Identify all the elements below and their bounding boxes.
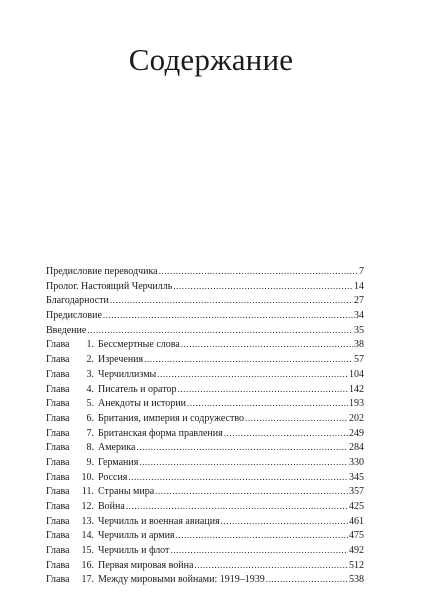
toc-page-number: 202: [349, 412, 364, 424]
toc-page-number: 461: [349, 515, 364, 527]
dot-leader: [144, 352, 353, 367]
toc-page-number: 57: [354, 354, 364, 366]
dot-leader: [187, 396, 348, 411]
chapter-prefix: Глава: [46, 515, 70, 527]
chapter-number: [46, 485, 94, 500]
toc-entry[interactable]: [46, 455, 364, 470]
chapter-prefix: Глава: [46, 339, 70, 351]
chapter-number: [46, 500, 94, 515]
chapter-number: [46, 427, 94, 442]
chapter-prefix: Глава: [46, 545, 70, 557]
chapter-index: 10.: [81, 471, 94, 483]
toc-entry[interactable]: [46, 382, 364, 397]
toc-page-number: 34: [354, 310, 364, 322]
chapter-number: [46, 529, 94, 544]
toc-page-number: 284: [349, 442, 364, 454]
chapter-number: [46, 353, 94, 368]
dot-leader: [157, 367, 348, 382]
chapter-number: [46, 397, 94, 412]
chapter-prefix: Глава: [46, 471, 70, 483]
toc-entry[interactable]: [46, 352, 364, 367]
toc-entry-title: Первая мировая война: [98, 559, 194, 571]
toc-page-number: 7: [359, 266, 364, 277]
dot-leader: [128, 470, 348, 485]
toc-page-number: 27: [354, 295, 364, 307]
toc-page-number: 104: [349, 368, 364, 380]
chapter-number: [46, 559, 94, 574]
chapter-number: [46, 383, 94, 398]
dot-leader: [110, 293, 353, 308]
dot-leader: [170, 543, 348, 558]
chapter-index: 5.: [86, 398, 94, 410]
chapter-prefix: Глава: [46, 412, 70, 424]
chapter-prefix: Глава: [46, 383, 70, 395]
chapter-number: [46, 573, 94, 588]
toc-page-number: 492: [349, 545, 364, 557]
toc-entry[interactable]: [46, 323, 364, 338]
chapter-prefix: Глава: [46, 501, 70, 512]
toc-page-number: 38: [354, 339, 364, 351]
toc-entry-title: Страны мира: [98, 486, 155, 498]
chapter-number: [46, 412, 94, 427]
chapter-index: 2.: [86, 354, 94, 366]
toc-entry-title: Анекдоты и истории: [98, 398, 186, 410]
chapter-number: [46, 471, 94, 486]
chapter-index: 15.: [81, 545, 94, 557]
toc-page-number: 14: [354, 280, 364, 292]
toc-entry[interactable]: [46, 308, 364, 323]
toc-page-number: 35: [354, 324, 364, 336]
toc-page-number: 249: [349, 427, 364, 439]
chapter-prefix: Глава: [46, 442, 70, 454]
chapter-number: [46, 338, 94, 353]
dot-leader: [155, 484, 348, 499]
chapter-prefix: Глава: [46, 398, 70, 410]
toc-page-number: 142: [349, 383, 364, 395]
toc-entry[interactable]: [46, 543, 364, 558]
toc-entry[interactable]: [46, 337, 364, 352]
toc-entry[interactable]: [46, 470, 364, 485]
chapter-index: 1.: [86, 339, 94, 351]
toc-entry[interactable]: [46, 528, 364, 543]
dot-leader: [103, 308, 353, 323]
toc-entry-title: Благодарности: [46, 295, 109, 307]
chapter-prefix: Глава: [46, 354, 70, 366]
chapter-prefix: Глава: [46, 486, 70, 498]
toc-page-number: 512: [349, 559, 364, 571]
toc-entry[interactable]: [46, 572, 364, 587]
toc-entry[interactable]: [46, 484, 364, 499]
toc-entry-title: Война: [98, 501, 125, 512]
toc-page-number: 475: [349, 530, 364, 542]
chapter-prefix: Глава: [46, 559, 70, 571]
chapter-index: 8.: [86, 442, 94, 454]
dot-leader: [177, 382, 348, 397]
dot-leader: [224, 426, 348, 441]
dot-leader: [181, 337, 353, 352]
toc-entry[interactable]: [46, 293, 364, 308]
dot-leader: [159, 264, 358, 279]
chapter-number: [46, 441, 94, 456]
chapter-index: 9.: [86, 456, 94, 468]
dot-leader: [245, 411, 348, 426]
dot-leader: [221, 514, 348, 529]
chapter-prefix: Глава: [46, 368, 70, 380]
chapter-prefix: Глава: [46, 456, 70, 468]
toc-entry-title: Черчиллизмы: [98, 368, 157, 380]
chapter-prefix: Глава: [46, 530, 70, 542]
dot-leader: [176, 528, 348, 543]
chapter-number: [46, 456, 94, 471]
chapter-prefix: Глава: [46, 574, 70, 586]
toc-page-number: 425: [349, 501, 364, 512]
toc-entry[interactable]: [46, 426, 364, 441]
toc-entry-title: Предисловие переводчика: [46, 266, 158, 277]
toc-page-number: 330: [349, 456, 364, 468]
toc-entry[interactable]: [46, 514, 364, 529]
toc-page-number: 357: [349, 486, 364, 498]
toc-entry-title: Россия: [98, 471, 128, 483]
toc-entry-title: Писатель и оратор: [98, 383, 177, 395]
toc-entry-title: Бессмертные слова: [98, 339, 180, 351]
chapter-index: 6.: [86, 412, 94, 424]
toc-entry[interactable]: [46, 558, 364, 573]
dot-leader: [194, 558, 348, 573]
toc-entry[interactable]: [46, 396, 364, 411]
dot-leader: [126, 499, 348, 514]
toc-page-number: 538: [349, 574, 364, 586]
toc-entry[interactable]: [46, 411, 364, 426]
chapter-index: 16.: [81, 559, 94, 571]
chapter-index: 17.: [81, 574, 94, 586]
toc-entry-title: Британия, империя и содружество: [98, 412, 245, 424]
chapter-prefix: Глава: [46, 427, 70, 439]
chapter-number: [46, 515, 94, 530]
chapter-index: 7.: [86, 427, 94, 439]
toc-page-number: 193: [349, 398, 364, 410]
toc-entry-title: Изречения: [98, 354, 144, 366]
chapter-index: 3.: [86, 368, 94, 380]
dot-leader: [137, 440, 349, 455]
dot-leader: [266, 572, 348, 587]
toc-entry[interactable]: [46, 499, 364, 514]
chapter-index: 12.: [81, 501, 94, 512]
toc-entry-title: Пролог. Настоящий Черчилль: [46, 280, 173, 292]
dot-leader: [139, 455, 348, 470]
toc-entry-title: Британская форма правления: [98, 427, 223, 439]
chapter-index: 11.: [81, 486, 94, 498]
toc-entry-title: Германия: [98, 456, 139, 468]
chapter-index: 14.: [81, 530, 94, 542]
page-title: Содержание: [128, 42, 294, 77]
chapter-number: [46, 368, 94, 383]
toc-entry-title: Черчилль и военная авиация: [98, 515, 220, 527]
dot-leader: [173, 279, 353, 294]
dot-leader: [87, 323, 353, 338]
toc-entry-title: Черчилль и флот: [98, 545, 170, 557]
chapter-number: [46, 544, 94, 559]
toc-entry[interactable]: [46, 264, 364, 279]
toc-entry-title: Введение: [46, 324, 87, 336]
chapter-index: 13.: [81, 515, 94, 527]
chapter-index: 4.: [86, 383, 94, 395]
toc-entry-title: Предисловие: [46, 310, 102, 322]
toc-entry[interactable]: [46, 367, 364, 382]
toc-entry[interactable]: [46, 440, 364, 455]
toc-entry-title: Черчилль и армия: [98, 530, 175, 542]
toc-page-number: 345: [349, 471, 364, 483]
toc-entry-title: Между мировыми войнами: 1919–1939: [98, 574, 265, 586]
toc-entry-title: Америка: [98, 442, 136, 454]
toc-entry[interactable]: [46, 279, 364, 294]
table-of-contents: [46, 264, 364, 587]
